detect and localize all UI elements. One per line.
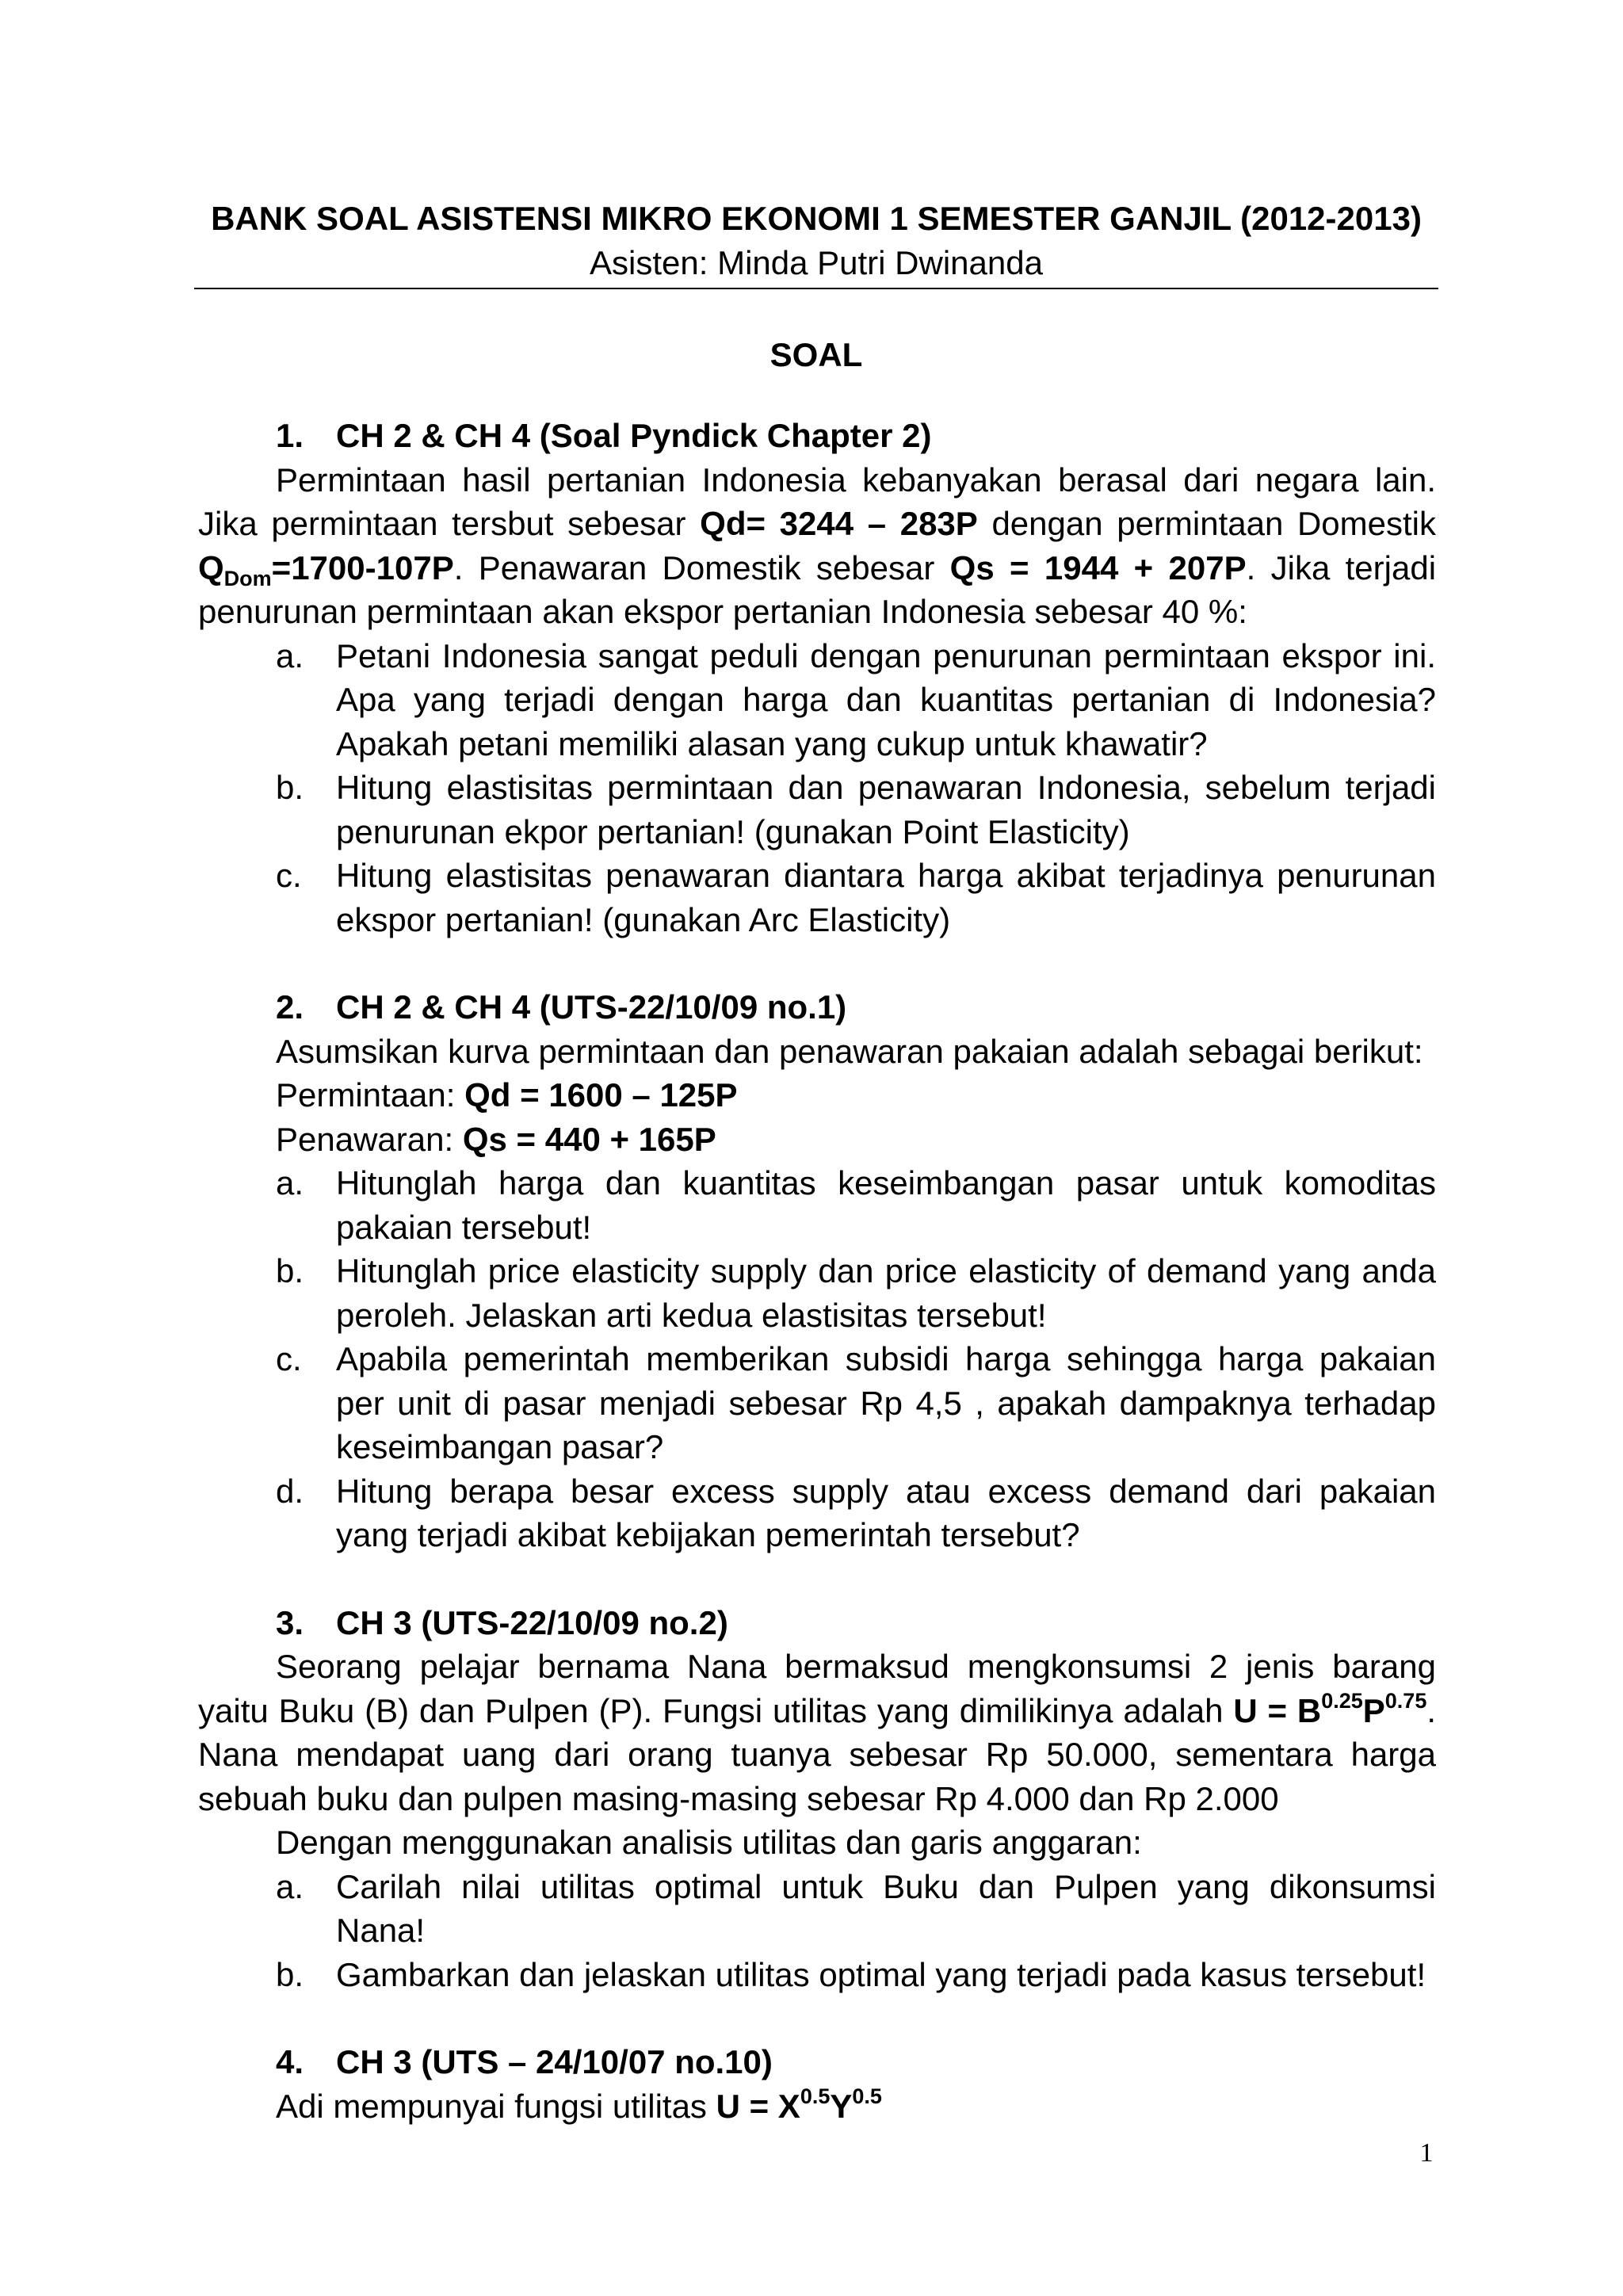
sub-question bbox=[198, 1469, 1436, 1557]
sub-question-letter: b. bbox=[276, 1955, 304, 1993]
utility-function bbox=[716, 2084, 882, 2125]
sub-question-letter: d. bbox=[276, 1472, 304, 1510]
sub-question bbox=[198, 766, 1436, 854]
supply-label: Penawaran: bbox=[276, 1120, 454, 1158]
question-1 bbox=[198, 414, 1436, 942]
equation-qdom bbox=[198, 548, 454, 590]
supply-function bbox=[276, 1117, 1436, 1162]
equation-part: P bbox=[1362, 1691, 1385, 1729]
exponent: 0.5 bbox=[800, 2084, 831, 2108]
question-title: CH 2 & CH 4 (UTS-22/10/09 no.1) bbox=[336, 988, 847, 1026]
sub-question-letter: b. bbox=[276, 1252, 304, 1289]
sub-question bbox=[198, 854, 1436, 942]
equation-qs: Qs = 1944 + 207P bbox=[949, 548, 1247, 586]
sub-question-text: Hitunglah price elasticity supply dan price elasticity of demand yang anda peroleh. Jelaskan arti kedua elastisitas tersebut! bbox=[336, 1252, 1436, 1334]
question-instruction: Dengan menggunakan analisis utilitas dan garis anggaran: bbox=[276, 1824, 1142, 1861]
question-number: 3. bbox=[276, 1603, 304, 1641]
intro-text: . Penawaran Domestik sebesar bbox=[453, 548, 935, 586]
intro-text: Adi mempunyai fungsi utilitas bbox=[276, 2087, 707, 2125]
supply-equation: Qs = 440 + 165P bbox=[462, 1120, 716, 1158]
sub-question-letter: b. bbox=[276, 769, 304, 806]
equation-part: =1700-107P bbox=[271, 548, 454, 586]
demand-label: Permintaan: bbox=[276, 1076, 456, 1114]
equation-part: U = B bbox=[1233, 1691, 1322, 1729]
sub-question bbox=[198, 634, 1436, 766]
question-heading bbox=[198, 414, 1436, 458]
question-intro: Asumsikan kurva permintaan dan penawaran pakaian adalah sebagai berikut: bbox=[276, 1032, 1423, 1070]
sub-question-letter: a. bbox=[276, 1867, 304, 1905]
question-number: 1. bbox=[276, 417, 304, 454]
sub-question-letter: c. bbox=[276, 1340, 302, 1377]
sub-question-text: Hitung elastisitas permintaan dan penawaran Indonesia, sebelum terjadi penurunan ekpor pertanian! (gunakan Point Elasticity) bbox=[336, 769, 1436, 850]
sub-question bbox=[198, 1337, 1436, 1469]
header-divider bbox=[194, 288, 1438, 289]
question-2 bbox=[198, 985, 1436, 1557]
equation-subscript: Dom bbox=[223, 566, 272, 590]
equation-part: U = X bbox=[716, 2087, 800, 2125]
intro-text: Seorang pelajar bernama Nana bermaksud mengkonsumsi 2 jenis barang yaitu Buku (B) dan Pulpen (P). Fungsi utilitas yang dimilikinya adalah bbox=[198, 1648, 1436, 1729]
sub-question bbox=[198, 1953, 1436, 1997]
sub-question-text: Hitunglah harga dan kuantitas keseimbangan pasar untuk komoditas pakaian tersebut! bbox=[336, 1164, 1436, 1246]
question-number: 2. bbox=[276, 988, 304, 1026]
intro-text: Permintaan hasil pertanian Indonesia kebanyakan berasal dari negara lain. Jika permintaan tersbut sebesar bbox=[198, 460, 1436, 542]
sub-question-text: Apabila pemerintah memberikan subsidi harga sehingga harga pakaian per unit di pasar menjadi sebesar Rp 4,5 , apakah dampaknya terhadap keseimbangan pasar? bbox=[336, 1340, 1436, 1465]
question-intro bbox=[198, 1645, 1436, 1820]
utility-function bbox=[1233, 1688, 1427, 1729]
question-heading bbox=[198, 985, 1436, 1030]
question-number: 4. bbox=[276, 2043, 304, 2080]
question-4 bbox=[198, 2040, 1436, 2128]
equation-qd: Qd= 3244 – 283P bbox=[700, 505, 978, 542]
intro-text: . Jika terjadi penurunan permintaan akan ekspor pertanian Indonesia sebesar 40 %: bbox=[198, 548, 1437, 630]
sub-question-letter: c. bbox=[276, 857, 302, 894]
question-title: CH 3 (UTS-22/10/09 no.2) bbox=[336, 1603, 728, 1641]
sub-question-text: Gambarkan dan jelaskan utilitas optimal yang terjadi pada kasus tersebut! bbox=[336, 1955, 1426, 1993]
exponent: 0.25 bbox=[1321, 1688, 1363, 1713]
sub-question bbox=[198, 1865, 1436, 1953]
sub-question-letter: a. bbox=[276, 636, 304, 674]
sub-question-text: Petani Indonesia sangat peduli dengan penurunan permintaan ekspor ini. Apa yang terjadi dengan harga dan kuantitas pertanian di Indonesia? Apakah petani memiliki alasan yang cukup untuk khawatir? bbox=[336, 636, 1436, 762]
section-title: SOAL bbox=[769, 336, 863, 373]
equation-part: Q bbox=[198, 548, 224, 586]
sub-question-text: Hitung berapa besar excess supply atau excess demand dari pakaian yang terjadi akibat kebijakan pemerintah tersebut? bbox=[336, 1472, 1436, 1553]
demand-function bbox=[276, 1073, 1436, 1117]
sub-question-text: Hitung elastisitas penawaran diantara harga akibat terjadinya penurunan ekspor pertanian! (gunakan Arc Elasticity) bbox=[336, 857, 1436, 938]
question-heading bbox=[198, 2040, 1436, 2084]
question-title: CH 2 & CH 4 (Soal Pyndick Chapter 2) bbox=[336, 417, 932, 454]
sub-question bbox=[198, 1249, 1436, 1337]
intro-text: dengan permintaan Domestik bbox=[991, 505, 1437, 542]
question-intro bbox=[198, 458, 1436, 634]
exponent: 0.75 bbox=[1384, 1688, 1427, 1713]
assistant-name: Asisten: Minda Putri Dwinanda bbox=[590, 244, 1043, 281]
sub-question-letter: a. bbox=[276, 1164, 304, 1201]
demand-equation: Qd = 1600 – 125P bbox=[464, 1076, 738, 1114]
equation-part: Y bbox=[830, 2087, 853, 2125]
document-header bbox=[194, 197, 1438, 285]
question-title: CH 3 (UTS – 24/10/07 no.10) bbox=[336, 2043, 773, 2080]
document-title: BANK SOAL ASISTENSI MIKRO EKONOMI 1 SEMESTER GANJIL (2012-2013) bbox=[211, 200, 1422, 237]
page-number: 1 bbox=[1419, 2138, 1434, 2168]
questions-content bbox=[198, 414, 1436, 2172]
exponent: 0.5 bbox=[852, 2084, 882, 2108]
sub-question-text: Carilah nilai utilitas optimal untuk Buku dan Pulpen yang dikonsumsi Nana! bbox=[336, 1867, 1436, 1949]
question-heading bbox=[198, 1601, 1436, 1645]
sub-question bbox=[198, 1161, 1436, 1249]
intro-text: . Nana mendapat uang dari orang tuanya sebesar Rp 50.000, sementara harga sebuah buku dan pulpen masing-masing sebesar Rp 4.000 dan Rp 2.000 bbox=[198, 1691, 1437, 1817]
question-3 bbox=[198, 1601, 1436, 1997]
question-intro bbox=[276, 2084, 1436, 2129]
